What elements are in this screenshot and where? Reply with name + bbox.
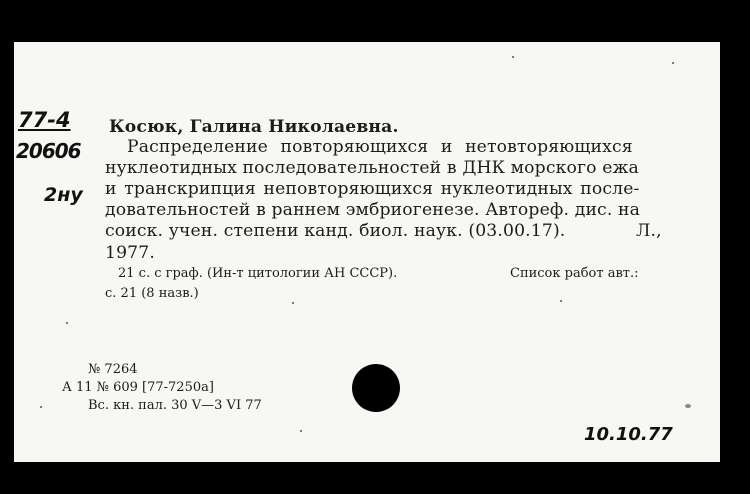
details-line-1-right: Список работ авт.: bbox=[510, 266, 639, 281]
author-name: Косюк, Галина Николаевна. bbox=[109, 117, 399, 137]
title-line-2: нуклеотидных последовательностей в ДНК морского ежа bbox=[105, 158, 639, 178]
speck bbox=[685, 404, 691, 408]
details-line-2: с. 21 (8 назв.) bbox=[105, 286, 199, 301]
handwritten-code-bottom: 20606 bbox=[16, 139, 81, 163]
punch-hole bbox=[352, 364, 400, 412]
accession-line: А 11 № 609 [77-7250а] bbox=[62, 380, 214, 395]
title-line-1: Распределение повторяющихся и нетовторяющихся bbox=[127, 137, 633, 157]
speck bbox=[672, 62, 674, 64]
speck bbox=[292, 302, 294, 304]
title-line-5: соиск. учен. степени канд. биол. наук. (03.00.17). bbox=[105, 221, 566, 241]
title-line-6: 1977. bbox=[105, 243, 155, 263]
title-line-3: и транскрипция неповторяющихся нуклеотидных после- bbox=[105, 179, 640, 199]
card-number: № 7264 bbox=[88, 362, 138, 377]
speck bbox=[300, 430, 302, 432]
speck bbox=[66, 322, 68, 324]
speck bbox=[560, 300, 562, 302]
handwritten-code-top: 77-4 bbox=[18, 108, 71, 132]
speck bbox=[40, 406, 42, 408]
speck bbox=[512, 56, 514, 58]
publication-place: Л., bbox=[636, 221, 662, 241]
handwritten-mark: 2ну bbox=[44, 184, 83, 206]
details-line-1: 21 с. с граф. (Ин-т цитологии АН СССР). bbox=[118, 266, 398, 281]
handwritten-date-note: 10.10.77 bbox=[584, 424, 673, 445]
title-line-4: довательностей в раннем эмбриогенезе. Автореф. дис. на bbox=[105, 200, 641, 220]
chamber-line: Вс. кн. пал. 30 V—3 VI 77 bbox=[88, 398, 262, 413]
